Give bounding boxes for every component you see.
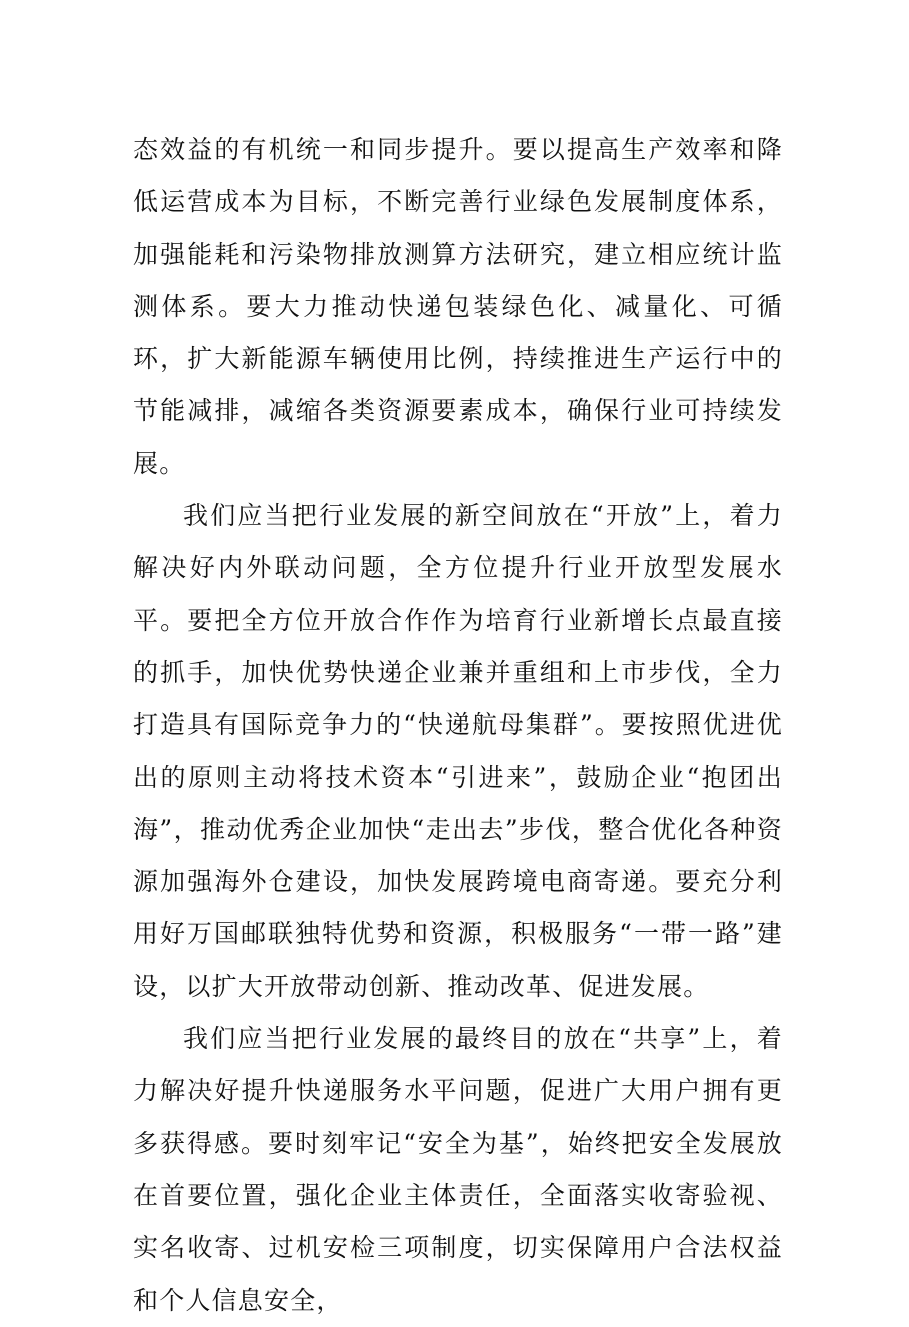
paragraph-green-development: 态效益的有机统一和同步提升。要以提高生产效率和降低运营成本为目标，不断完善行业绿色发展制度体系，加强能耗和污染物排放测算方法研究，建立相应统计监测体系。要大力推动快递包装绿色化、减量化、可循环，扩大新能源车辆使用比例，持续推进生产运行中的节能减排，减缩各类资源要素成本，确保行业可持续发展。 — [133, 135, 783, 478]
paragraph-openness: 我们应当把行业发展的新空间放在“开放”上，着力解决好内外联动问题，全方位提升行业开放型发展水平。要把全方位开放合作作为培育行业新增长点最直接的抓手，加快优势快递企业兼并重组和上市步伐，全力打造具有国际竞争力的“快递航母集群”。要按照优进优出的原则主动将技术资本“引进来”，鼓励企业“抱团出海”，推动优秀企业加快“走出去”步伐，整合优化各种资源加强海外仓建设，加快发展跨境电商寄递。要充分利用好万国邮联独特优势和资源，积极服务“一带一路”建设，以扩大开放带动创新、推动改革、促进发展。 — [133, 501, 783, 1001]
paragraph-sharing: 我们应当把行业发展的最终目的放在“共享”上，着力解决好提升快递服务水平问题，促进广大用户拥有更多获得感。要时刻牢记“安全为基”，始终把安全发展放在首要位置，强化企业主体责任，全面落实收寄验视、实名收寄、过机安检三项制度，切实保障用户合法权益和个人信息安全， — [133, 1024, 783, 1315]
document-body — [133, 124, 783, 1327]
